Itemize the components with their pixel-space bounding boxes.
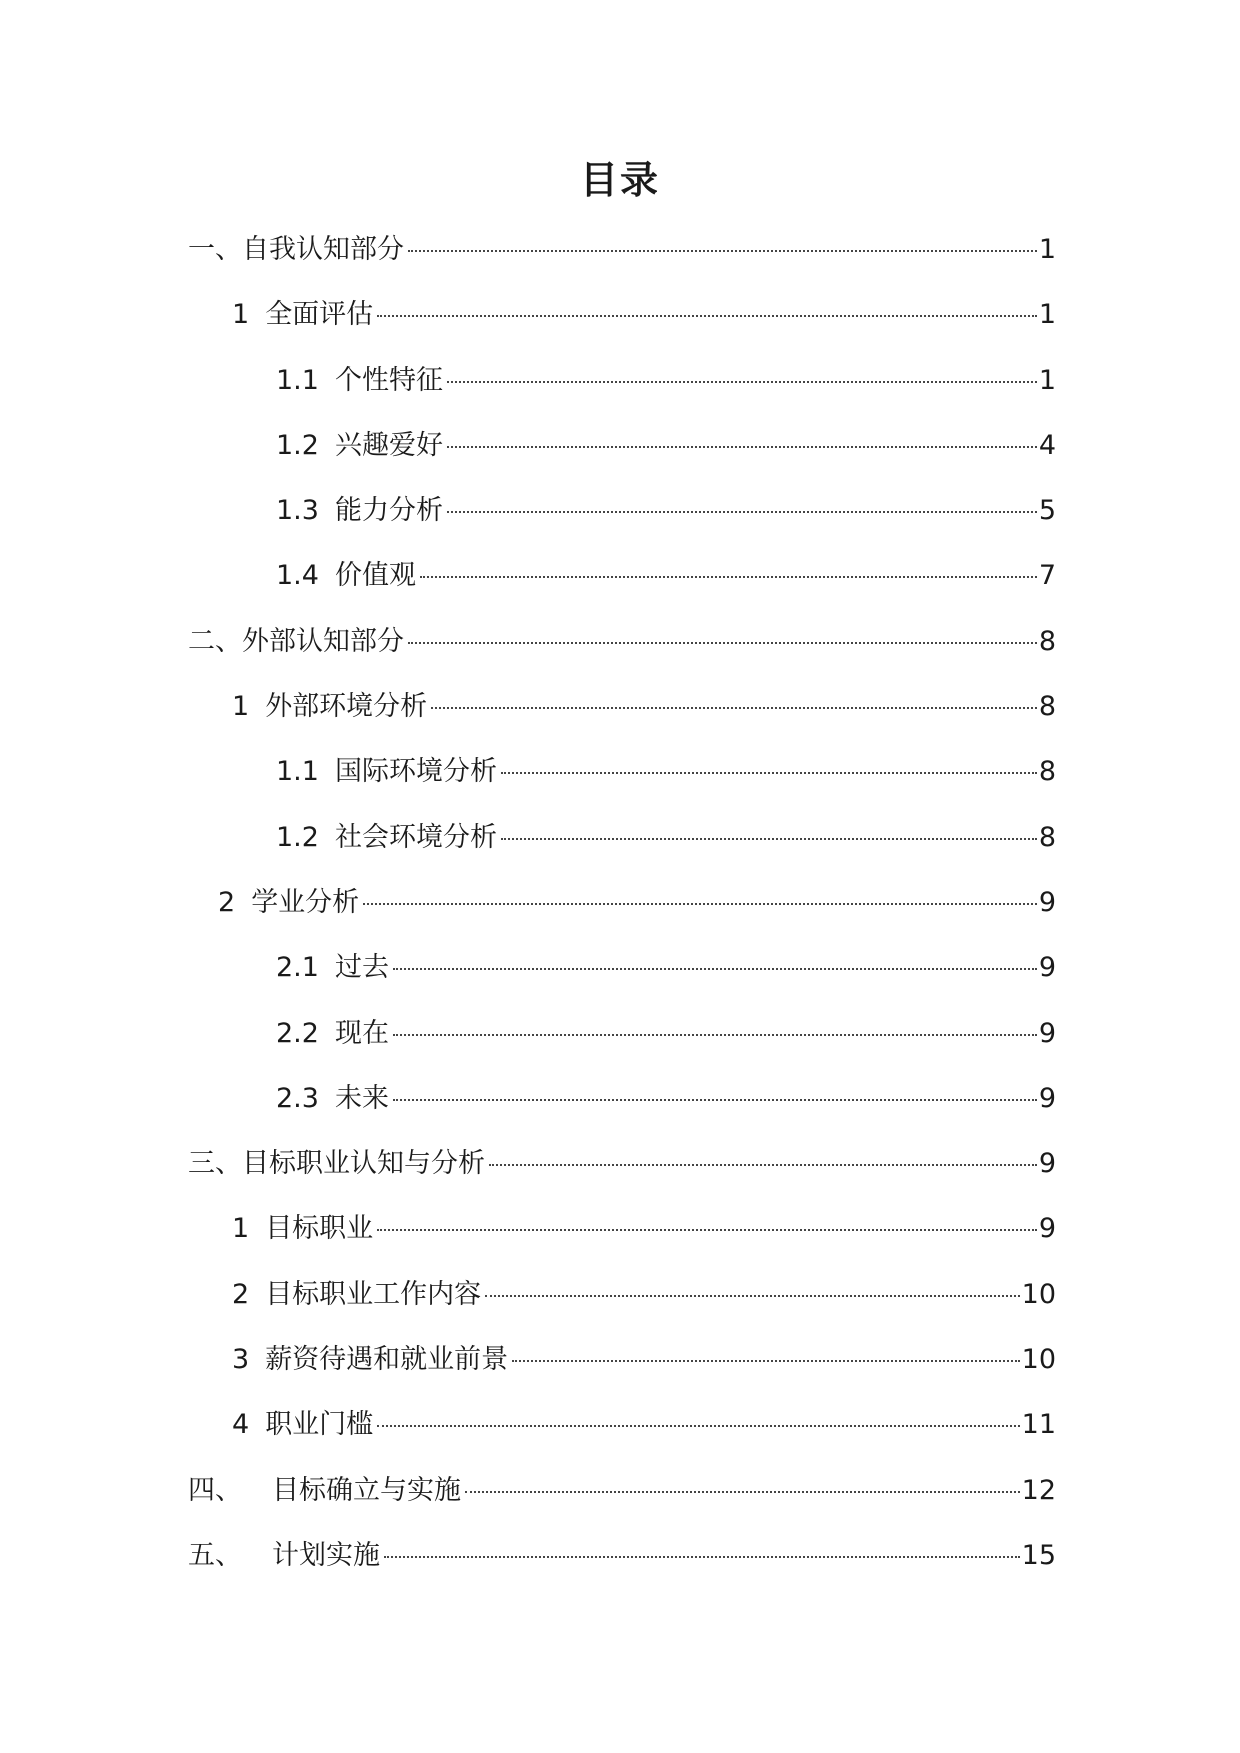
dot-leader [465,1491,1020,1493]
dot-leader [377,1229,1037,1231]
dot-leader [447,381,1037,383]
toc-entry-number: 一、 [188,234,242,265]
toc-entry-number: 1.4 [276,560,319,592]
toc-entry-number: 1 [232,299,250,331]
toc-entry-number: 五、 [188,1539,242,1571]
toc-entry-number: 4 [232,1409,250,1441]
toc-entry[interactable] [188,413,1056,478]
toc-entry[interactable] [188,1392,1056,1457]
toc-entry-number: 2.1 [276,952,319,984]
toc-entry[interactable] [188,1262,1056,1327]
toc-title: 目录 [579,158,660,202]
toc-entry-label: 能力分析 [334,495,443,527]
toc-entry-page: 1 [1038,299,1056,331]
dot-leader [501,772,1037,774]
toc-entry-number: 1.2 [276,821,319,853]
dot-leader [408,642,1037,644]
toc-entry-label: 国际环境分析 [334,756,497,788]
toc-entry-page: 1 [1038,234,1056,265]
toc-entry-label: 社会环境分析 [334,821,497,853]
toc-entry[interactable] [188,935,1056,1000]
toc-entry-number: 三、 [188,1148,242,1180]
dot-leader [377,315,1037,317]
toc-entry-label: 过去 [334,952,389,984]
toc-entry-page: 8 [1038,691,1056,723]
toc-entry-page: 9 [1038,886,1056,918]
toc-entry-page: 10 [1021,1278,1056,1310]
toc-entry-label: 目标职业工作内容 [265,1278,482,1310]
toc-entry-label: 目标确立与实施 [272,1474,461,1506]
toc-entry-page: 9 [1038,1148,1056,1180]
toc-entry-label: 薪资待遇和就业前景 [265,1344,509,1376]
toc-entry-label: 目标职业 [265,1213,374,1245]
toc-entry-number: 四、 [188,1474,242,1506]
toc-entry[interactable] [188,739,1056,804]
toc-entry[interactable] [188,1131,1056,1196]
dot-leader [431,707,1037,709]
toc-entry[interactable] [188,674,1056,739]
toc-entry-page: 8 [1038,625,1056,657]
toc-entry-page: 9 [1038,952,1056,984]
toc-entry-page: 1 [1038,364,1056,396]
toc-entry-label: 外部认知部分 [242,625,404,657]
toc-entry-label: 个性特征 [334,364,443,396]
toc-entry[interactable] [188,805,1056,870]
toc-entry-page: 9 [1038,1082,1056,1114]
toc-entry[interactable] [188,1001,1056,1066]
toc-entry[interactable] [188,348,1056,413]
toc-entry-number: 2 [232,1278,250,1310]
toc-entry-number: 2 [218,886,236,918]
toc-entry[interactable] [188,478,1056,543]
toc-entry-number: 2.2 [276,1017,319,1049]
dot-leader [393,968,1037,970]
dot-leader [489,1164,1037,1166]
dot-leader [363,903,1037,905]
dot-leader [447,446,1037,448]
toc-entry-number: 3 [232,1344,250,1376]
toc-entry-page: 10 [1021,1344,1056,1376]
toc-entry[interactable] [188,1523,1056,1588]
toc-entry[interactable] [188,1066,1056,1131]
dot-leader [384,1556,1020,1558]
dot-leader [408,250,1037,252]
toc-entry-label: 自我认知部分 [242,234,404,265]
dot-leader [447,511,1037,513]
toc-entry[interactable] [188,870,1056,935]
toc-entry-number: 1.3 [276,495,319,527]
toc-entry-page: 5 [1038,495,1056,527]
toc-entry[interactable] [188,1458,1056,1523]
dot-leader [393,1099,1037,1101]
dot-leader [393,1034,1037,1036]
toc-entry[interactable] [188,217,1056,282]
toc-entry[interactable] [188,282,1056,347]
toc-entry-label: 计划实施 [272,1539,380,1571]
toc-entry-number: 1 [232,1213,250,1245]
dot-leader [485,1295,1019,1297]
toc-entry-label: 学业分析 [251,886,360,918]
toc-entry[interactable] [188,609,1056,674]
toc-entry-label: 目标职业认知与分析 [242,1148,485,1180]
dot-leader [501,838,1037,840]
toc-entry-page: 9 [1038,1213,1056,1245]
toc-entry-number: 1.2 [276,429,319,461]
toc-entry-number: 二、 [188,625,242,657]
toc-entry-page: 11 [1021,1409,1056,1441]
toc-entry-page: 12 [1021,1474,1056,1506]
toc-entry-number: 1.1 [276,364,319,396]
toc-entry-label: 外部环境分析 [265,691,428,723]
toc-entry-label: 现在 [334,1017,389,1049]
dot-leader [377,1425,1019,1427]
toc-list [188,217,1056,1588]
toc-entry[interactable] [188,543,1056,608]
toc-entry-number: 2.3 [276,1082,319,1114]
toc-entry-page: 8 [1038,821,1056,853]
dot-leader [512,1360,1019,1362]
toc-entry-number: 1 [232,691,250,723]
dot-leader [420,576,1037,578]
toc-entry-label: 职业门槛 [265,1409,374,1441]
toc-entry-label: 未来 [334,1082,389,1114]
toc-entry-number: 1.1 [276,756,319,788]
toc-entry-label: 价值观 [334,560,416,592]
toc-entry-page: 4 [1038,429,1056,461]
toc-entry-page: 8 [1038,756,1056,788]
toc-entry-page: 15 [1021,1539,1056,1571]
toc-entry-page: 7 [1038,560,1056,592]
toc-entry[interactable] [188,1196,1056,1261]
toc-entry[interactable] [188,1327,1056,1392]
toc-entry-label: 兴趣爱好 [334,429,443,461]
toc-entry-page: 9 [1038,1017,1056,1049]
toc-entry-label: 全面评估 [265,299,374,331]
